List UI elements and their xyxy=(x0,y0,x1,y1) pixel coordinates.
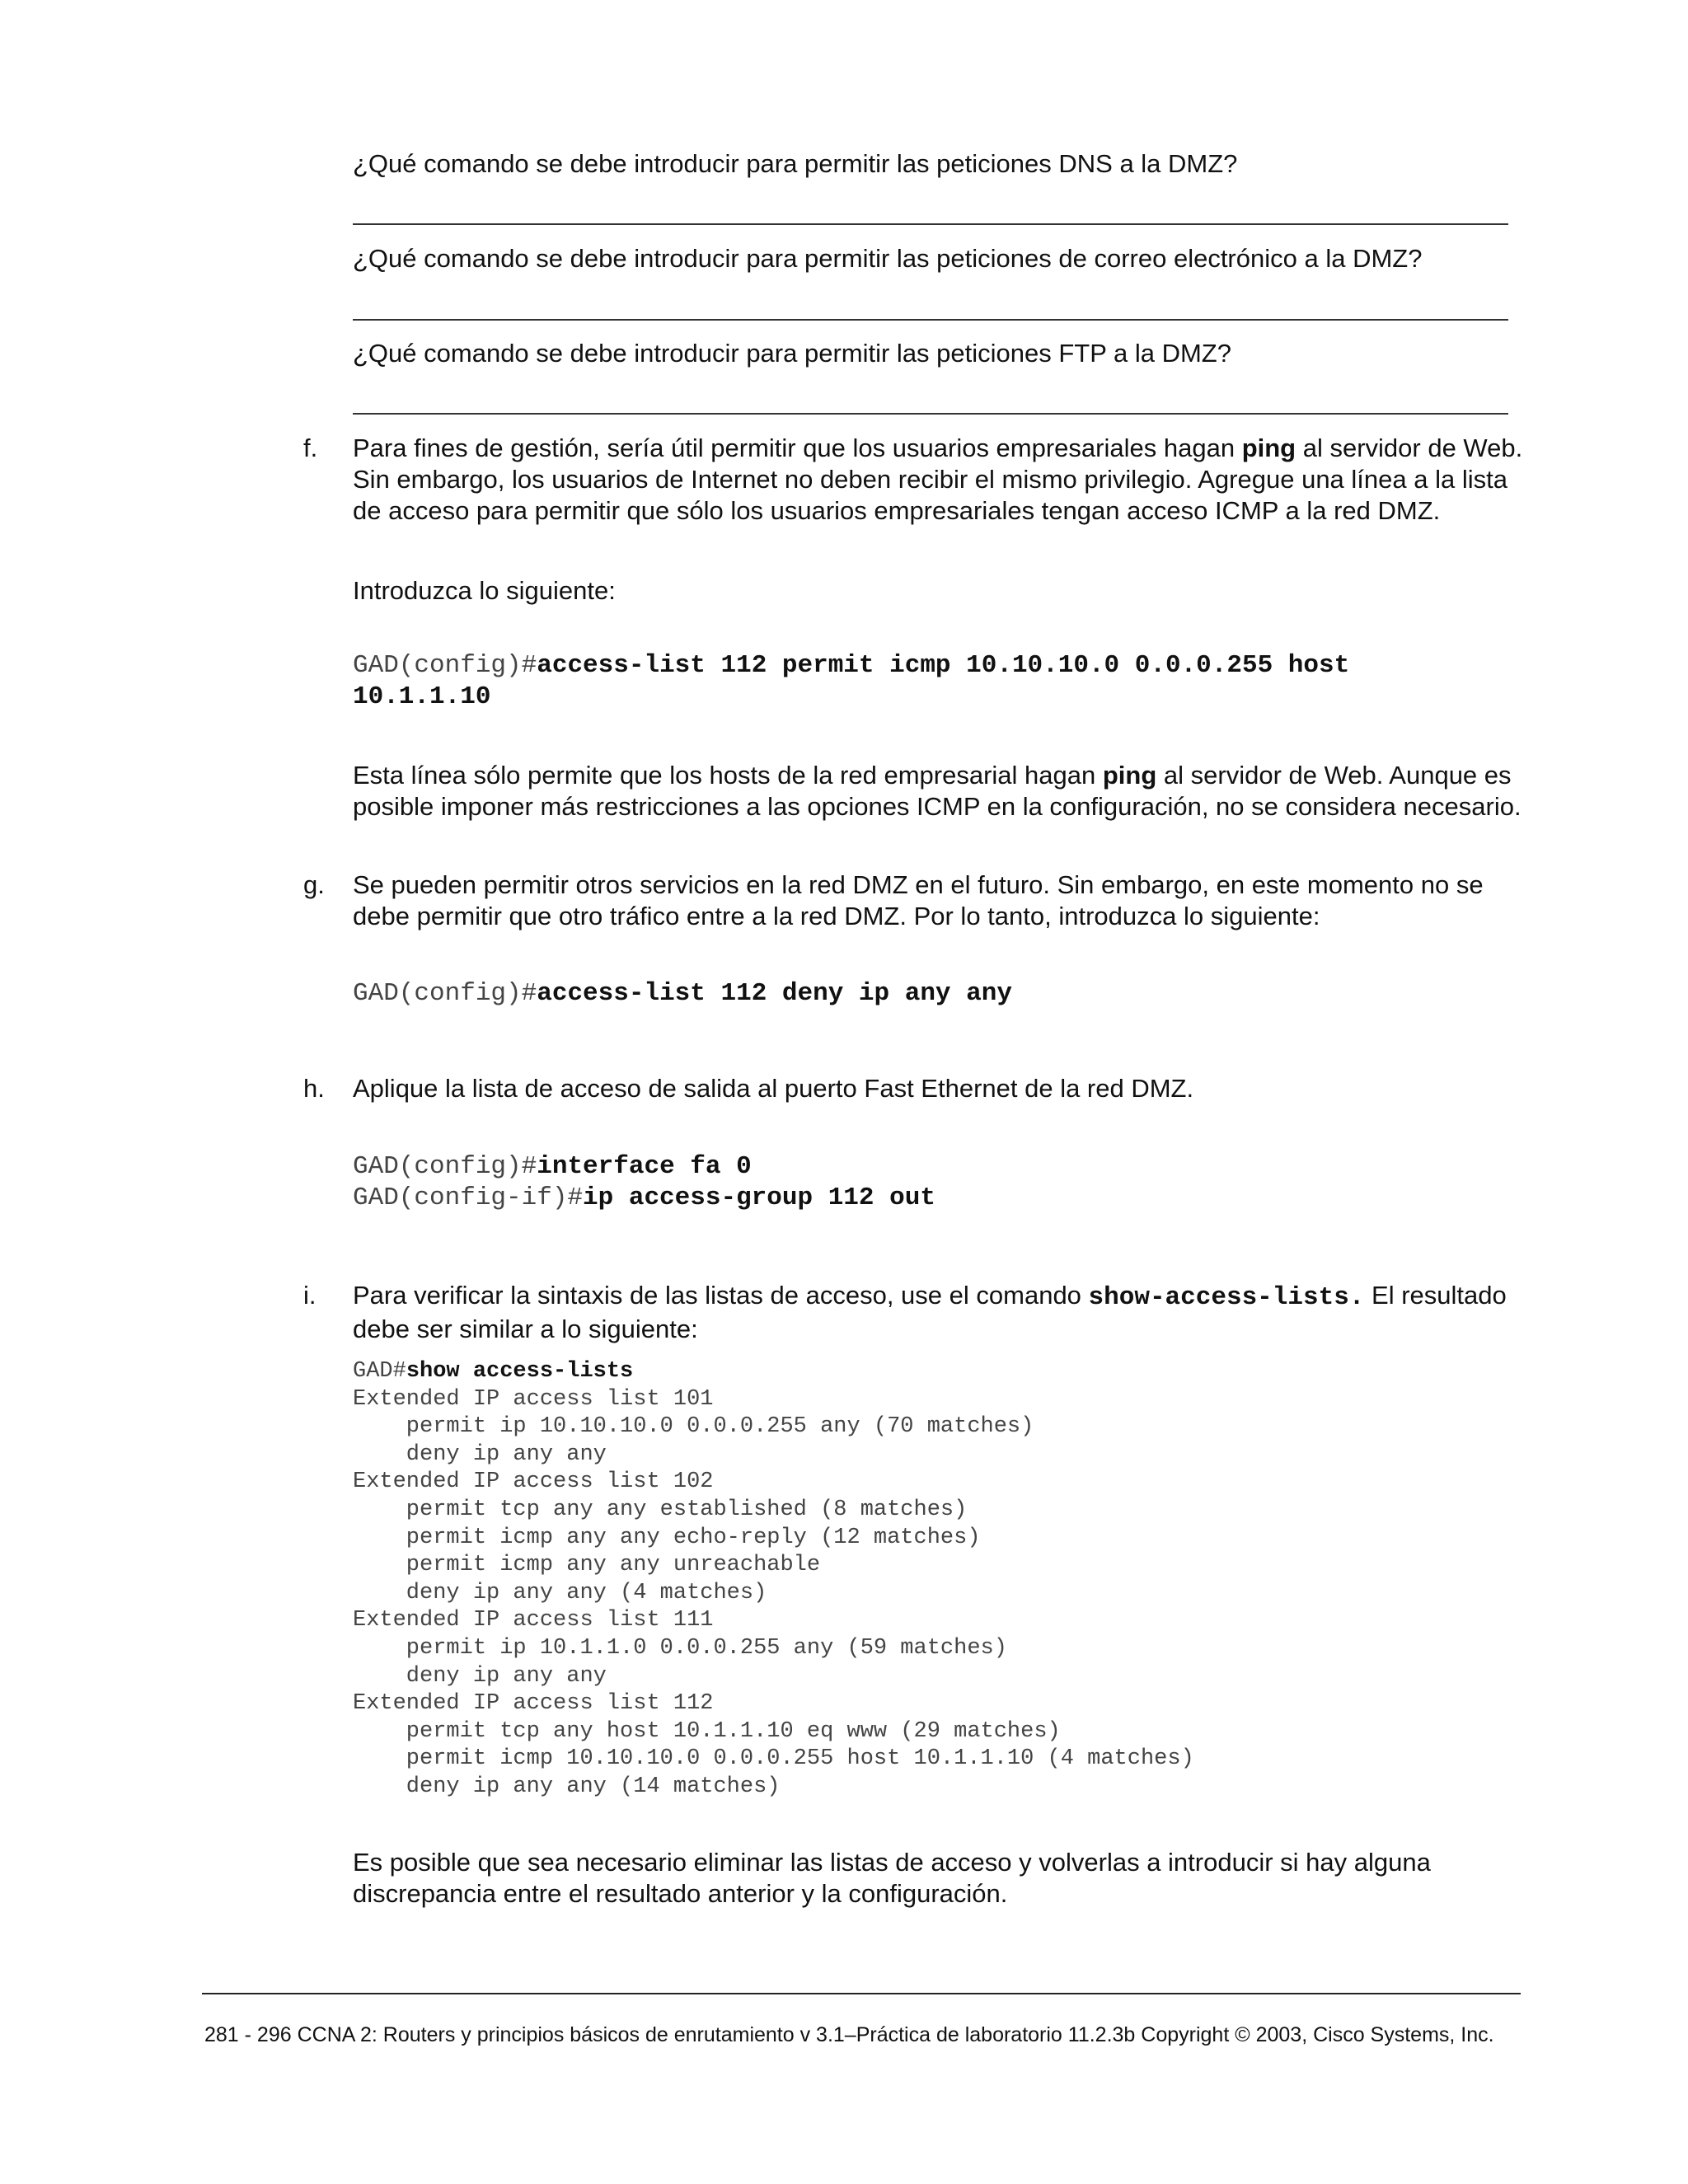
step-h-command: GAD(config)#interface fa 0 GAD(config-if)#ip access-group 112 out xyxy=(353,1152,935,1212)
closing-text: Es posible que sea necesario eliminar las listas de acceso y volverlas a introducir si hay alguna discrepancia entre el resultado anterior y la configuración. xyxy=(353,1848,1431,1908)
step-h-text: Aplique la lista de acceso de salida al puerto Fast Ethernet de la red DMZ. xyxy=(353,1074,1194,1103)
output-line: permit icmp any any echo-reply (12 matches) xyxy=(406,1525,981,1550)
footer-rule xyxy=(202,1993,1521,1994)
step-f-text: Para fines de gestión, sería útil permitir que los usuarios empresariales hagan ping al servidor de Web. Sin embargo, los usuarios de Internet no deben recibir el mismo privilegio. Agregue una línea a la lista de acceso para permitir que sólo los usuarios empresariales tengan acceso ICMP a la red DMZ. xyxy=(353,434,1523,525)
inline-command: show-access-lists. xyxy=(1088,1283,1365,1312)
output-line: permit ip 10.10.10.0 0.0.0.255 any (70 matches) xyxy=(406,1414,1034,1440)
output-line: deny ip any any xyxy=(406,1441,607,1467)
question-email: ¿Qué comando se debe introducir para permitir las peticiones de correo electrónico a la DMZ? xyxy=(353,244,1423,273)
output-line: permit ip 10.1.1.0 0.0.0.255 any (59 matches) xyxy=(406,1635,1007,1661)
step-g-marker: g. xyxy=(303,870,325,899)
step-i-marker: i. xyxy=(303,1281,316,1310)
step-i-text: Para verificar la sintaxis de las listas de acceso, use el comando show-access-lists. El resultado debe ser similar a lo siguiente: xyxy=(353,1281,1507,1343)
output-line: deny ip any any xyxy=(406,1663,607,1689)
step-g-command: GAD(config)#access-list 112 deny ip any any xyxy=(353,979,1012,1008)
step-f-intro: Introduzca lo siguiente: xyxy=(353,576,616,605)
output-line: permit tcp any any established (8 matches) xyxy=(406,1497,968,1522)
question-dns: ¿Qué comando se debe introducir para permitir las peticiones DNS a la DMZ? xyxy=(353,149,1238,178)
output-line: permit icmp 10.10.10.0 0.0.0.255 host 10.1.1.10 (4 matches) xyxy=(406,1746,1194,1772)
question-ftp: ¿Qué comando se debe introducir para permitir las peticiones FTP a la DMZ? xyxy=(353,339,1231,368)
step-f-command: GAD(config)#access-list 112 permit icmp 10.10.10.0 0.0.0.255 host 10.1.1.10 xyxy=(353,651,1350,711)
page-footer: 281 - 296 CCNA 2: Routers y principios básicos de enrutamiento v 3.1–Práctica de laboratorio 11.2.3b Copyright © 2003, Cisco Systems, Inc. xyxy=(204,2023,1494,2046)
answer-line-dns xyxy=(353,223,1508,225)
output-line: deny ip any any (14 matches) xyxy=(353,1774,781,1799)
step-h-marker: h. xyxy=(303,1074,325,1103)
step-f-note: Esta línea sólo permite que los hosts de la red empresarial hagan ping al servidor de Web. Aunque es posible imponer más restricciones a las opciones ICMP en la configuración, no se considera necesario. xyxy=(353,761,1522,821)
output-line: Extended IP access list 102 xyxy=(353,1469,714,1495)
output-line: Extended IP access list 101 xyxy=(353,1386,714,1412)
output-line: permit tcp any host 10.1.1.10 eq www (29 matches) xyxy=(406,1718,1061,1744)
output-line: Extended IP access list 112 xyxy=(353,1691,714,1717)
output-line: deny ip any any (4 matches) xyxy=(406,1580,767,1605)
answer-line-email xyxy=(353,319,1508,321)
step-g-text: Se pueden permitir otros servicios en la red DMZ en el futuro. Sin embargo, en este momento no se debe permitir que otro tráfico entre a la red DMZ. Por lo tanto, introduzca lo siguiente: xyxy=(353,870,1484,930)
output-line: Extended IP access list 111 xyxy=(353,1608,714,1633)
access-lists-output: GAD#show access-lists Extended IP access list 101 permit ip 10.10.10.0 0.0.0.255 any (70 matches) deny ip any any Extended IP access list 102 permit tcp any any established (8 matches) permit icmp any any echo-reply (12 matches) permit icmp any any unreachable deny ip any any (4 matches) Extended IP access list 111 permit ip 10.1.1.0 0.0.0.255 any (59 matches) deny ip any any Extended IP access list 112 permit tcp any host 10.1.1.10 eq www (29 matches) permit icmp 10.10.10.0 0.0.0.255 host 10.1.1.10 (4 matches) deny ip any any (14 matches) xyxy=(353,1359,1194,1799)
answer-line-ftp xyxy=(353,413,1508,415)
output-line: permit icmp any any unreachable xyxy=(406,1553,821,1578)
output-lines xyxy=(353,1387,1194,1799)
step-f-marker: f. xyxy=(303,434,318,462)
